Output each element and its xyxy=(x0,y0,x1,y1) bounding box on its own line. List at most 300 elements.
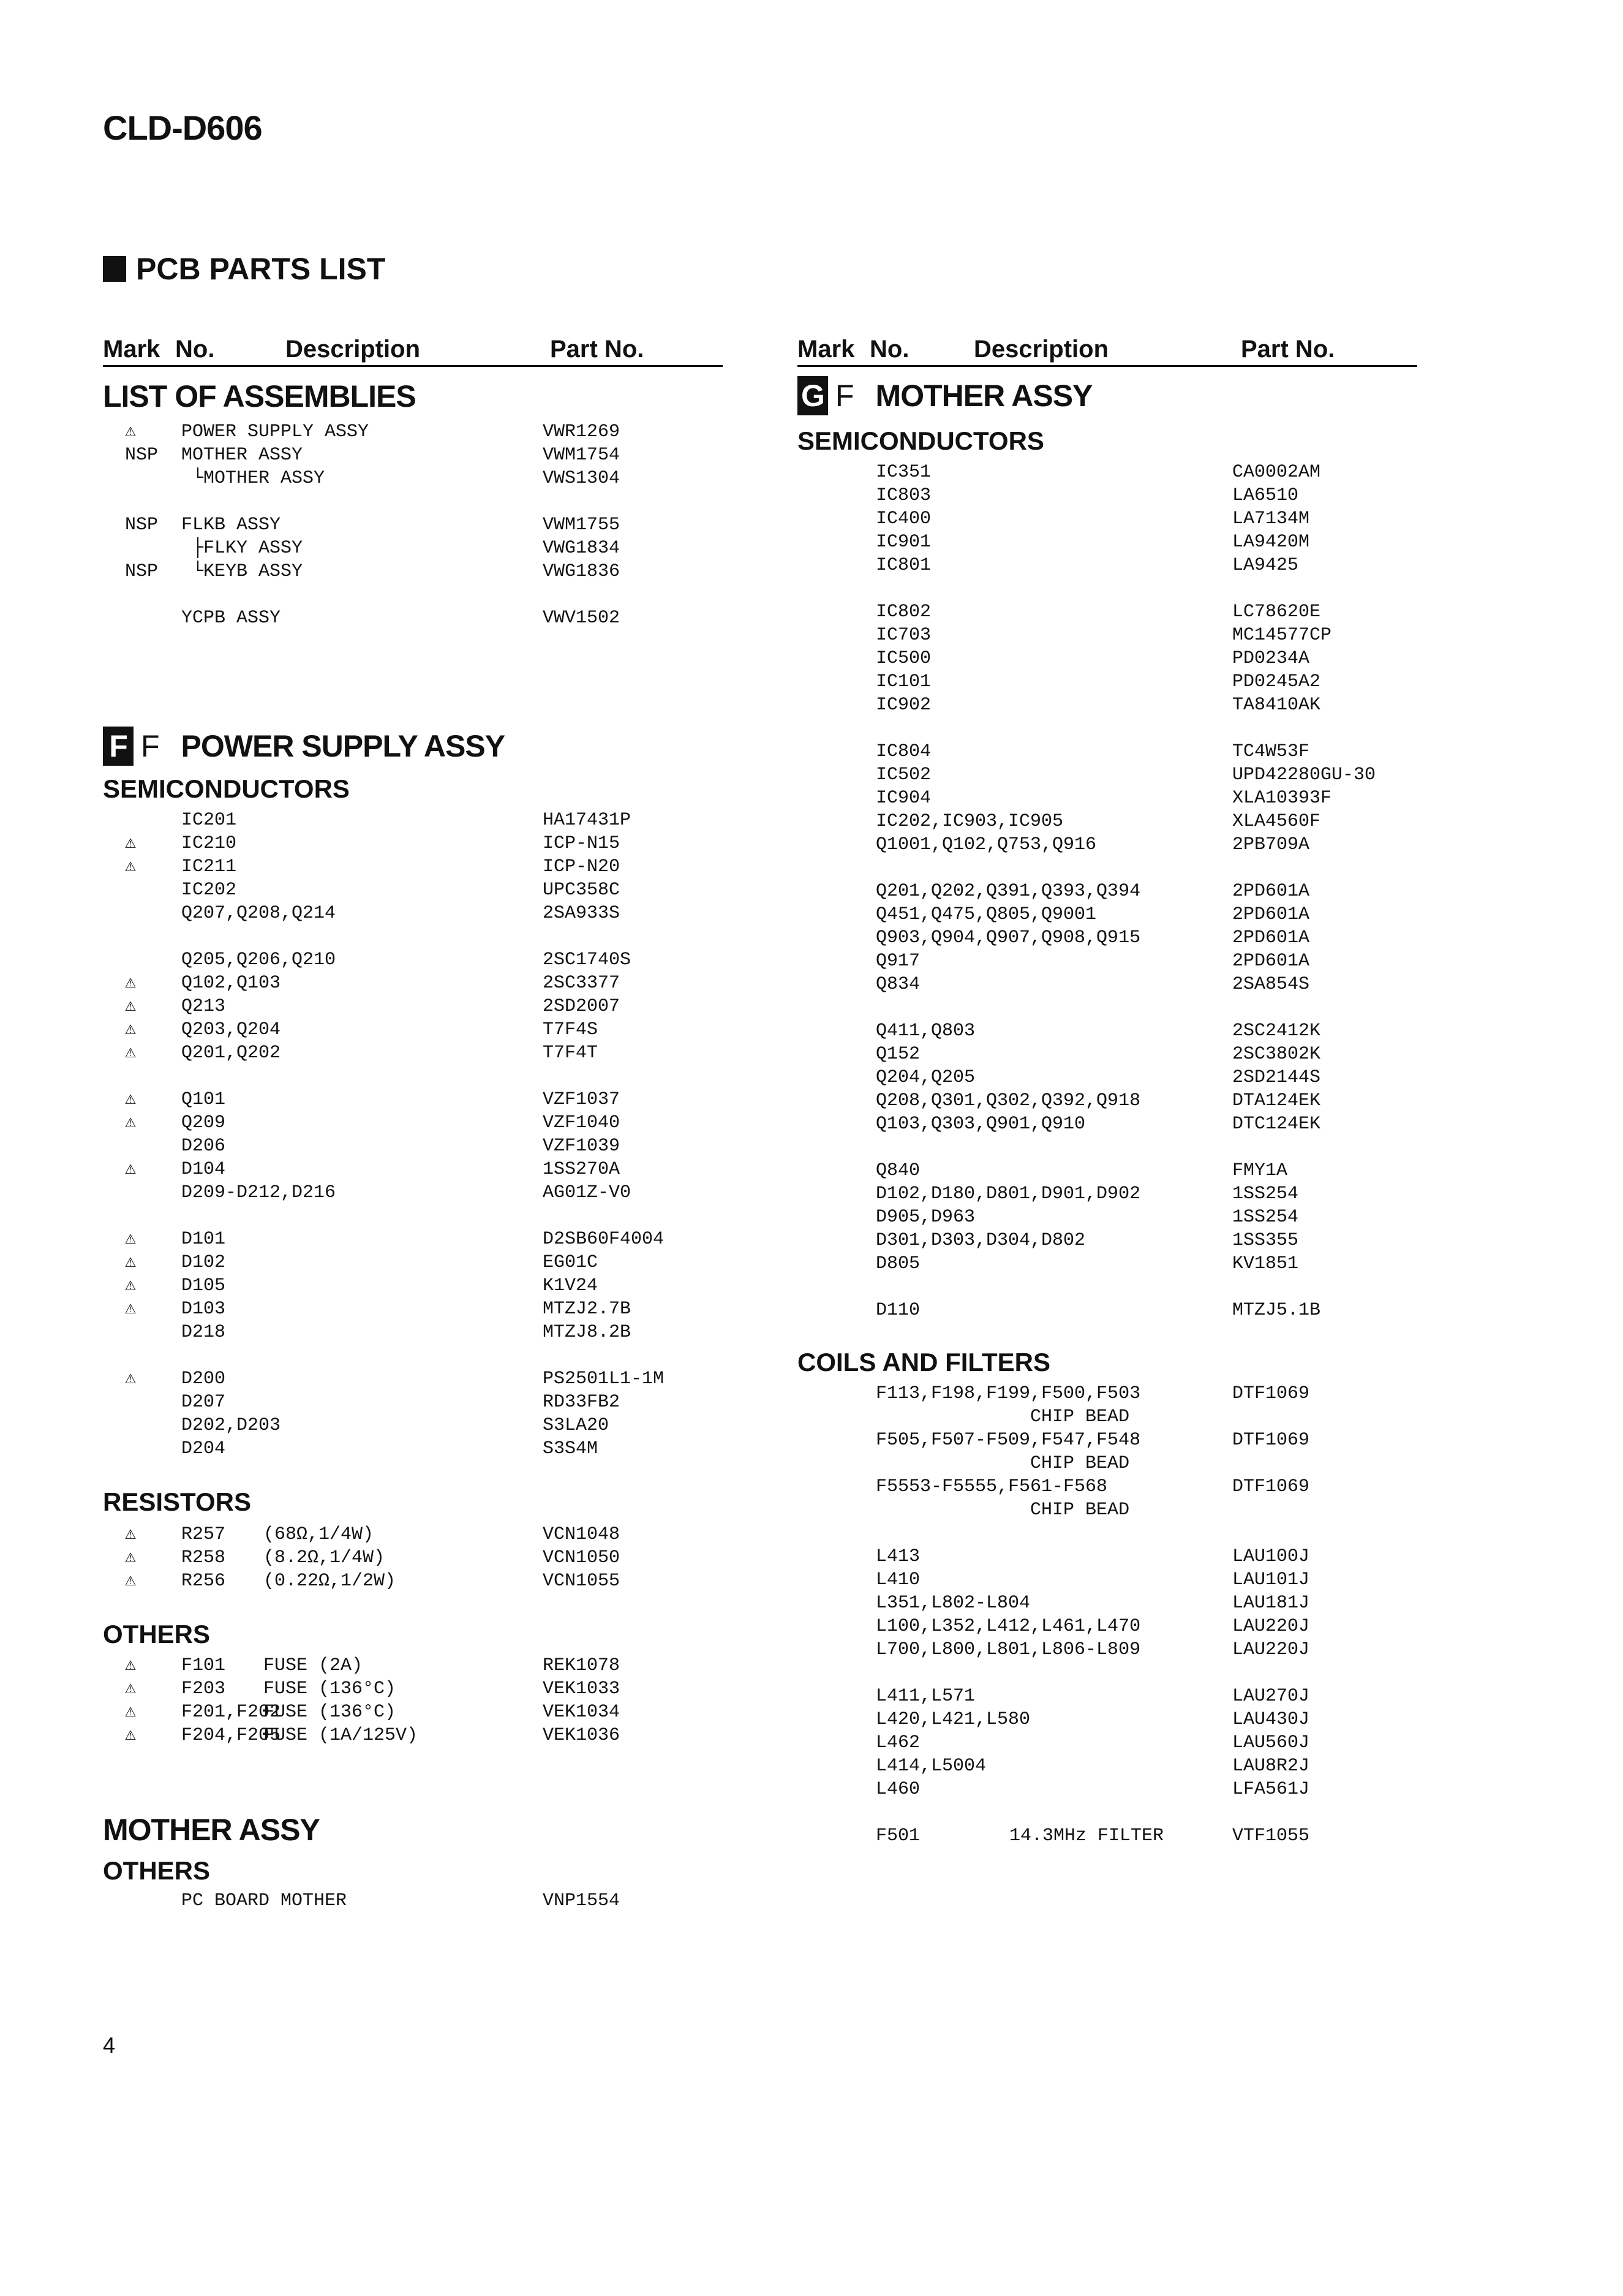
row-number: L462 xyxy=(876,1732,921,1753)
mother-others-title: OTHERS xyxy=(103,1856,211,1885)
row-number: Q207,Q208,Q214 xyxy=(181,903,336,924)
parts-row xyxy=(797,1475,1417,1498)
section-title xyxy=(103,251,385,287)
row-number: IC500 xyxy=(876,648,932,669)
row-part-no: KV1851 xyxy=(1232,1253,1299,1274)
parts-row xyxy=(103,1111,723,1135)
row-part-no: PD0234A xyxy=(1232,648,1310,669)
row-part-no: MTZJ8.2B xyxy=(543,1322,631,1343)
row-number: D101 xyxy=(181,1229,226,1250)
parts-row xyxy=(797,624,1417,647)
row-number: F101 xyxy=(181,1655,226,1676)
row-part-no: AG01Z-V0 xyxy=(543,1182,631,1203)
row-number: L414,L5004 xyxy=(876,1756,987,1777)
row-number: IC904 xyxy=(876,788,932,809)
row-number: L410 xyxy=(876,1569,921,1590)
parts-row xyxy=(103,1158,723,1181)
row-number: F501 xyxy=(876,1826,921,1846)
parts-row xyxy=(103,1135,723,1158)
row-description: FUSE (136°C) xyxy=(263,1702,396,1723)
row-number: D102,D180,D801,D901,D902 xyxy=(876,1184,1141,1204)
parts-row xyxy=(103,1677,723,1701)
row-part-no: LA6510 xyxy=(1232,485,1299,506)
row-part-no: MTZJ2.7B xyxy=(543,1299,631,1320)
row-mark: ⚠ xyxy=(125,1252,137,1273)
parts-row xyxy=(797,693,1417,717)
row-part-no: LAU8R2J xyxy=(1232,1756,1310,1777)
row-number: IC211 xyxy=(181,856,237,877)
parts-row xyxy=(797,1801,1417,1824)
power-supply-heading xyxy=(103,727,505,766)
page-number: 4 xyxy=(103,2033,116,2058)
parts-row xyxy=(797,1638,1417,1661)
row-number: PC BOARD MOTHER xyxy=(181,1890,347,1911)
row-mark: ⚠ xyxy=(125,1112,137,1133)
mother-assy-title: MOTHER ASSY xyxy=(103,1813,320,1847)
board-f-badge-icon: F xyxy=(103,727,134,766)
parts-row xyxy=(797,1066,1417,1089)
section-title-text: PCB PARTS LIST xyxy=(136,252,386,286)
row-number: L420,L421,L580 xyxy=(876,1709,1031,1730)
parts-row xyxy=(797,1429,1417,1452)
row-part-no: VEK1034 xyxy=(543,1702,620,1723)
coils-title: COILS AND FILTERS xyxy=(797,1348,1050,1376)
row-mark: ⚠ xyxy=(125,1159,137,1180)
row-description: FUSE (2A) xyxy=(263,1655,363,1676)
parts-row xyxy=(797,1275,1417,1299)
row-description: (0.22Ω,1/2W) xyxy=(263,1571,396,1592)
row-number: CHIP BEAD xyxy=(876,1453,1130,1474)
parts-row xyxy=(797,1252,1417,1275)
row-description: (68Ω,1/4W) xyxy=(263,1524,374,1545)
row-number: L411,L571 xyxy=(876,1686,976,1707)
mother-assy-heading xyxy=(797,376,1092,415)
parts-row xyxy=(797,926,1417,950)
row-part-no: 2SA854S xyxy=(1232,974,1310,995)
row-number: R258 xyxy=(181,1547,226,1568)
row-part-no: LC78620E xyxy=(1232,602,1321,622)
parts-row xyxy=(103,1297,723,1321)
row-number: IC210 xyxy=(181,833,237,854)
parts-row xyxy=(103,832,723,855)
parts-row xyxy=(103,1181,723,1204)
row-number: IC101 xyxy=(876,671,932,692)
row-part-no: TA8410AK xyxy=(1232,695,1321,716)
power-others-title: OTHERS xyxy=(103,1620,211,1648)
row-mark: ⚠ xyxy=(125,856,137,877)
parts-row xyxy=(103,1088,723,1111)
parts-row xyxy=(797,1685,1417,1708)
parts-row xyxy=(103,467,723,490)
row-number: └KEYB ASSY xyxy=(181,561,303,582)
mother-others-list xyxy=(103,1889,723,1913)
row-number: Q102,Q103 xyxy=(181,973,281,994)
row-part-no: 2SC3377 xyxy=(543,973,620,994)
row-part-no: 1SS355 xyxy=(1232,1230,1299,1251)
parts-row xyxy=(103,560,723,583)
parts-row xyxy=(103,1437,723,1460)
row-number: Q1001,Q102,Q753,Q916 xyxy=(876,834,1097,855)
parts-row xyxy=(103,995,723,1018)
row-number: Q152 xyxy=(876,1044,921,1065)
parts-row xyxy=(103,1251,723,1274)
row-part-no: LAU560J xyxy=(1232,1732,1310,1753)
parts-row xyxy=(797,1382,1417,1405)
parts-row xyxy=(103,1344,723,1367)
row-part-no: DTF1069 xyxy=(1232,1383,1310,1404)
row-part-no: 2PD601A xyxy=(1232,904,1310,925)
row-mark: ⚠ xyxy=(125,1229,137,1250)
parts-row xyxy=(797,577,1417,600)
row-number: Q834 xyxy=(876,974,921,995)
parts-row xyxy=(797,1182,1417,1206)
row-part-no: MC14577CP xyxy=(1232,625,1332,646)
row-number: F201,F202 xyxy=(181,1702,281,1723)
row-part-no: DTA124EK xyxy=(1232,1090,1321,1111)
power-semis-title: SEMICONDUCTORS xyxy=(103,774,350,803)
row-number: IC351 xyxy=(876,462,932,483)
row-number: IC803 xyxy=(876,485,932,506)
row-part-no: S3LA20 xyxy=(543,1415,609,1436)
row-number: IC902 xyxy=(876,695,932,716)
row-mark: ⚠ xyxy=(125,1524,137,1545)
row-part-no: UPD42280GU-30 xyxy=(1232,765,1376,785)
parts-row xyxy=(797,507,1417,531)
square-bullet-icon xyxy=(103,256,126,282)
row-number: Q204,Q205 xyxy=(876,1067,976,1088)
parts-row xyxy=(103,925,723,948)
row-number: POWER SUPPLY ASSY xyxy=(181,421,369,442)
row-mark: NSP xyxy=(125,561,159,582)
parts-row xyxy=(797,1615,1417,1638)
parts-row xyxy=(797,647,1417,670)
row-part-no: LAU270J xyxy=(1232,1686,1310,1707)
row-part-no: VCN1050 xyxy=(543,1547,620,1568)
parts-row xyxy=(797,461,1417,484)
parts-row xyxy=(797,1043,1417,1066)
parts-row xyxy=(103,855,723,878)
power-semis-list xyxy=(103,809,723,1460)
row-number: CHIP BEAD xyxy=(876,1500,1130,1520)
row-part-no: D2SB60F4004 xyxy=(543,1229,665,1250)
row-number: D200 xyxy=(181,1369,226,1389)
row-mark: ⚠ xyxy=(125,1702,137,1723)
row-part-no: PS2501L1-1M xyxy=(543,1369,665,1389)
row-description: FUSE (136°C) xyxy=(263,1679,396,1699)
row-number: D102 xyxy=(181,1252,226,1273)
row-number: └MOTHER ASSY xyxy=(181,468,325,489)
row-part-no: 2SD2144S xyxy=(1232,1067,1321,1088)
row-part-no: 2SA933S xyxy=(543,903,620,924)
parts-row xyxy=(103,1724,723,1747)
parts-row xyxy=(797,1112,1417,1136)
row-part-no: XLA10393F xyxy=(1232,788,1332,809)
row-number: Q917 xyxy=(876,951,921,972)
parts-row xyxy=(797,1405,1417,1429)
row-number: F204,F205 xyxy=(181,1725,281,1746)
row-part-no: DTF1069 xyxy=(1232,1430,1310,1451)
row-mark: NSP xyxy=(125,445,159,466)
parts-row xyxy=(797,1229,1417,1252)
header-description: Description xyxy=(974,336,1109,363)
row-number: L100,L352,L412,L461,L470 xyxy=(876,1616,1141,1637)
parts-row xyxy=(797,880,1417,903)
row-part-no: LA9425 xyxy=(1232,555,1299,576)
row-number: D905,D963 xyxy=(876,1207,976,1228)
row-part-no: T7F4S xyxy=(543,1019,598,1040)
row-part-no: VZF1037 xyxy=(543,1089,620,1110)
row-part-no: LAU220J xyxy=(1232,1639,1310,1660)
parts-row xyxy=(797,1708,1417,1731)
parts-row xyxy=(103,1569,723,1593)
row-part-no: VZF1039 xyxy=(543,1136,620,1157)
row-number: ├FLKY ASSY xyxy=(181,538,303,559)
row-part-no: VWG1834 xyxy=(543,538,620,559)
parts-row xyxy=(103,902,723,925)
power-supply-title: POWER SUPPLY ASSY xyxy=(181,729,505,763)
row-number: Q103,Q303,Q901,Q910 xyxy=(876,1114,1086,1135)
row-number: L351,L802-L804 xyxy=(876,1593,1031,1614)
parts-row xyxy=(797,833,1417,856)
parts-row xyxy=(797,740,1417,763)
row-mark: ⚠ xyxy=(125,1089,137,1110)
row-number: IC703 xyxy=(876,625,932,646)
row-part-no: 1SS270A xyxy=(543,1159,620,1180)
row-part-no: LAU430J xyxy=(1232,1709,1310,1730)
row-part-no: REK1078 xyxy=(543,1655,620,1676)
row-part-no: VEK1036 xyxy=(543,1725,620,1746)
row-mark: ⚠ xyxy=(125,833,137,854)
parts-row xyxy=(797,670,1417,693)
parts-row xyxy=(797,1731,1417,1754)
parts-row xyxy=(797,1136,1417,1159)
row-mark: ⚠ xyxy=(125,1547,137,1568)
parts-row xyxy=(103,948,723,972)
row-part-no: RD33FB2 xyxy=(543,1392,620,1413)
row-number: IC202,IC903,IC905 xyxy=(876,811,1064,832)
parts-row xyxy=(103,1523,723,1546)
parts-row xyxy=(797,787,1417,810)
row-number: D204 xyxy=(181,1438,226,1459)
row-number: Q411,Q803 xyxy=(876,1021,976,1041)
row-part-no: VWV1502 xyxy=(543,608,620,629)
parts-row xyxy=(103,1041,723,1065)
row-part-no: LAU220J xyxy=(1232,1616,1310,1637)
power-resistors-title: RESISTORS xyxy=(103,1487,251,1516)
parts-row xyxy=(103,444,723,467)
row-part-no: ICP-N15 xyxy=(543,833,620,854)
parts-row xyxy=(103,420,723,444)
row-part-no: VEK1033 xyxy=(543,1679,620,1699)
mother-assy-heading-title: MOTHER ASSY xyxy=(875,379,1093,413)
row-part-no: 2PD601A xyxy=(1232,927,1310,948)
row-part-no: VWR1269 xyxy=(543,421,620,442)
row-part-no: VCN1055 xyxy=(543,1571,620,1592)
row-number: IC901 xyxy=(876,532,932,553)
row-part-no: S3S4M xyxy=(543,1438,598,1459)
board-letter: F xyxy=(835,379,854,413)
parts-row xyxy=(797,856,1417,880)
header-part-no: Part No. xyxy=(550,336,644,363)
board-letter: F xyxy=(141,729,159,763)
row-mark: ⚠ xyxy=(125,1679,137,1699)
row-number: MOTHER ASSY xyxy=(181,445,303,466)
parts-row xyxy=(103,1654,723,1677)
row-number: IC502 xyxy=(876,765,932,785)
assemblies-list xyxy=(103,420,723,630)
parts-row xyxy=(797,531,1417,554)
row-mark: ⚠ xyxy=(125,1299,137,1320)
row-part-no: 2PD601A xyxy=(1232,881,1310,902)
row-number: Q209 xyxy=(181,1112,226,1133)
parts-row xyxy=(797,810,1417,833)
row-mark: ⚠ xyxy=(125,1369,137,1389)
row-number: Q203,Q204 xyxy=(181,1019,281,1040)
row-number: Q101 xyxy=(181,1089,226,1110)
parts-row xyxy=(797,1089,1417,1112)
row-mark: ⚠ xyxy=(125,1655,137,1676)
row-number: IC804 xyxy=(876,741,932,762)
row-number: IC801 xyxy=(876,555,932,576)
row-number: Q205,Q206,Q210 xyxy=(181,950,336,970)
parts-row xyxy=(797,1159,1417,1182)
row-number: CHIP BEAD xyxy=(876,1407,1130,1427)
model-number: CLD-D606 xyxy=(103,108,262,147)
row-mark: NSP xyxy=(125,515,159,535)
row-number: IC802 xyxy=(876,602,932,622)
row-part-no: LAU181J xyxy=(1232,1593,1310,1614)
power-others-list xyxy=(103,1654,723,1747)
parts-row xyxy=(103,1274,723,1297)
row-part-no: VNP1554 xyxy=(543,1890,620,1911)
row-part-no: FMY1A xyxy=(1232,1160,1288,1181)
row-part-no: K1V24 xyxy=(543,1275,598,1296)
parts-row xyxy=(103,537,723,560)
mother-semis-title: SEMICONDUCTORS xyxy=(797,426,1044,455)
parts-row xyxy=(797,1592,1417,1615)
row-part-no: 1SS254 xyxy=(1232,1184,1299,1204)
parts-row xyxy=(797,717,1417,740)
parts-row xyxy=(797,950,1417,973)
parts-row xyxy=(103,606,723,630)
row-part-no: HA17431P xyxy=(543,810,631,831)
row-mark: ⚠ xyxy=(125,421,137,442)
left-header-rule xyxy=(103,365,723,367)
header-part-no: Part No. xyxy=(1241,336,1335,363)
row-part-no: VCN1048 xyxy=(543,1524,620,1545)
row-part-no: LA9420M xyxy=(1232,532,1310,553)
parts-row xyxy=(103,583,723,606)
row-number: D104 xyxy=(181,1159,226,1180)
row-number: YCPB ASSY xyxy=(181,608,281,629)
row-part-no: CA0002AM xyxy=(1232,462,1321,483)
row-part-no: EG01C xyxy=(543,1252,598,1273)
row-number: R257 xyxy=(181,1524,226,1545)
row-number: Q213 xyxy=(181,996,226,1017)
row-part-no: LFA561J xyxy=(1232,1779,1310,1800)
row-part-no: LAU101J xyxy=(1232,1569,1310,1590)
right-header-rule xyxy=(797,365,1417,367)
row-number: D218 xyxy=(181,1322,226,1343)
parts-row xyxy=(103,1414,723,1437)
row-number: D110 xyxy=(876,1300,921,1321)
parts-row xyxy=(103,972,723,995)
row-part-no: VWG1836 xyxy=(543,561,620,582)
power-resistors-list xyxy=(103,1523,723,1593)
row-number: Q451,Q475,Q805,Q9001 xyxy=(876,904,1097,925)
row-part-no: LA7134M xyxy=(1232,508,1310,529)
row-number: D206 xyxy=(181,1136,226,1157)
left-column-header xyxy=(103,336,723,366)
row-part-no: T7F4T xyxy=(543,1043,598,1063)
parts-row xyxy=(103,1701,723,1724)
row-number: Q208,Q301,Q302,Q392,Q918 xyxy=(876,1090,1141,1111)
header-no: No. xyxy=(870,336,909,363)
parts-row xyxy=(797,484,1417,507)
parts-row xyxy=(103,1065,723,1088)
parts-row xyxy=(103,1204,723,1228)
coils-list xyxy=(797,1382,1417,1848)
header-mark: Mark xyxy=(103,336,160,363)
row-number: Q201,Q202,Q391,Q393,Q394 xyxy=(876,881,1141,902)
parts-row xyxy=(797,1754,1417,1778)
parts-row xyxy=(103,809,723,832)
row-description: FUSE (1A/125V) xyxy=(263,1725,418,1746)
row-number: D301,D303,D304,D802 xyxy=(876,1230,1086,1251)
row-mark: ⚠ xyxy=(125,1725,137,1746)
row-mark: ⚠ xyxy=(125,996,137,1017)
row-part-no: 2SC2412K xyxy=(1232,1021,1321,1041)
row-number: Q840 xyxy=(876,1160,921,1181)
row-part-no: DTC124EK xyxy=(1232,1114,1321,1135)
row-part-no: PD0245A2 xyxy=(1232,671,1321,692)
parts-row xyxy=(797,1568,1417,1592)
parts-row xyxy=(797,1299,1417,1322)
row-part-no: VWM1754 xyxy=(543,445,620,466)
parts-row xyxy=(797,973,1417,996)
row-part-no: 2PB709A xyxy=(1232,834,1310,855)
board-g-badge-icon: G xyxy=(797,376,828,415)
parts-row xyxy=(103,1321,723,1344)
row-mark: ⚠ xyxy=(125,973,137,994)
parts-row xyxy=(797,763,1417,787)
parts-row xyxy=(103,1228,723,1251)
row-mark: ⚠ xyxy=(125,1571,137,1592)
row-number: D103 xyxy=(181,1299,226,1320)
parts-row xyxy=(103,513,723,537)
row-number: IC202 xyxy=(181,880,237,901)
row-number: FLKB ASSY xyxy=(181,515,281,535)
row-number: D202,D203 xyxy=(181,1415,281,1436)
assemblies-title: LIST OF ASSEMBLIES xyxy=(103,379,416,414)
row-description: 14.3MHz FILTER xyxy=(1009,1826,1164,1846)
row-part-no: 2SC3802K xyxy=(1232,1044,1321,1065)
parts-row xyxy=(797,1452,1417,1475)
row-number: L700,L800,L801,L806-L809 xyxy=(876,1639,1141,1660)
row-number: F113,F198,F199,F500,F503 xyxy=(876,1383,1141,1404)
row-number: Q201,Q202 xyxy=(181,1043,281,1063)
row-part-no: MTZJ5.1B xyxy=(1232,1300,1321,1321)
parts-row xyxy=(797,1206,1417,1229)
row-part-no: 1SS254 xyxy=(1232,1207,1299,1228)
mother-semis-list xyxy=(797,461,1417,1322)
row-mark: ⚠ xyxy=(125,1043,137,1063)
parts-row xyxy=(797,1545,1417,1568)
row-number: D105 xyxy=(181,1275,226,1296)
row-number: Q903,Q904,Q907,Q908,Q915 xyxy=(876,927,1141,948)
parts-row xyxy=(103,490,723,513)
parts-row xyxy=(797,1522,1417,1545)
